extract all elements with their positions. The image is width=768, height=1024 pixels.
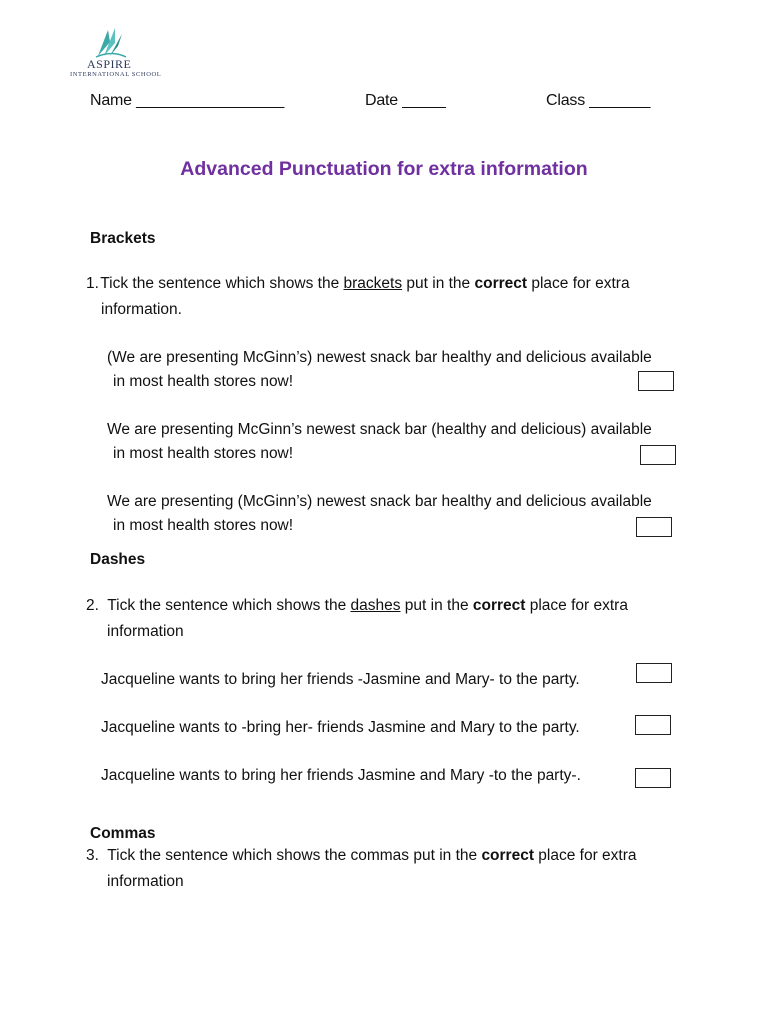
logo-emblem-icon xyxy=(68,26,152,60)
date-field[interactable] xyxy=(365,92,446,110)
date-label: Date xyxy=(365,92,398,109)
question-2-text-post: place for extra xyxy=(525,597,628,614)
dash-option-2-tickbox[interactable] xyxy=(635,715,671,735)
class-field[interactable] xyxy=(546,92,650,110)
question-2-text-pre: Tick the sentence which shows the xyxy=(107,597,351,614)
question-1-text-pre: Tick the sentence which shows the xyxy=(100,275,344,292)
bracket-option-3-line2: in most health stores now! xyxy=(113,517,294,534)
question-3-text-post: place for extra xyxy=(534,847,637,864)
question-2-number: 2. xyxy=(86,597,99,614)
dash-option-2: Jacqueline wants to -bring her- friends Jasmine and Mary to the party. xyxy=(101,719,580,736)
logo-subtitle: INTERNATIONAL SCHOOL xyxy=(70,71,162,78)
question-1-text-mid: put in the xyxy=(402,275,475,292)
dashes-heading: Dashes xyxy=(90,551,146,568)
bracket-option-2-line1: We are presenting McGinn’s newest snack bar (healthy and delicious) available xyxy=(107,421,652,438)
dash-option-1: Jacqueline wants to bring her friends -Jasmine and Mary- to the party. xyxy=(101,671,580,688)
name-blank[interactable]: _________________ xyxy=(136,92,285,109)
question-3-text-pre: Tick the sentence which shows the commas put in the xyxy=(107,847,482,864)
class-label: Class xyxy=(546,92,586,109)
question-1-text-post: place for extra xyxy=(527,275,630,292)
question-2-line2: information xyxy=(107,623,184,640)
question-3-line2: information xyxy=(107,873,184,890)
question-1 xyxy=(86,272,630,296)
dash-option-3-tickbox[interactable] xyxy=(635,768,671,788)
question-1-bold: correct xyxy=(474,275,528,292)
question-3 xyxy=(86,844,637,868)
question-1-underlined: brackets xyxy=(343,275,403,292)
question-3-bold: correct xyxy=(481,847,534,864)
bracket-option-1-line2: in most health stores now! xyxy=(113,373,294,390)
dash-option-3: Jacqueline wants to bring her friends Jasmine and Mary -to the party-. xyxy=(101,767,581,784)
class-blank[interactable]: _______ xyxy=(589,92,651,109)
bracket-option-3-line1: We are presenting (McGinn’s) newest snack bar healthy and delicious available xyxy=(107,493,652,510)
question-1-line2: information. xyxy=(101,301,182,318)
bracket-option-2-tickbox[interactable] xyxy=(640,445,676,465)
name-field[interactable] xyxy=(90,92,284,110)
name-label: Name xyxy=(90,92,132,109)
logo-name: ASPIRE xyxy=(87,57,132,71)
question-2-text-mid: put in the xyxy=(400,597,473,614)
bracket-option-3-tickbox[interactable] xyxy=(636,517,672,537)
bracket-option-2-line2: in most health stores now! xyxy=(113,445,294,462)
bracket-option-1-tickbox[interactable] xyxy=(638,371,674,391)
question-3-number: 3. xyxy=(86,847,99,864)
bracket-option-1-line1: (We are presenting McGinn’s) newest snack bar healthy and delicious available xyxy=(107,349,652,366)
dash-option-1-tickbox[interactable] xyxy=(636,663,672,683)
question-2 xyxy=(86,594,628,618)
question-2-underlined: dashes xyxy=(350,597,401,614)
question-1-number: 1. xyxy=(86,275,99,292)
question-2-bold: correct xyxy=(472,597,526,614)
date-blank[interactable]: _____ xyxy=(402,92,446,109)
page-title: Advanced Punctuation for extra information xyxy=(180,158,588,180)
school-logo xyxy=(68,26,162,82)
commas-heading: Commas xyxy=(90,825,156,842)
brackets-heading: Brackets xyxy=(90,230,156,247)
